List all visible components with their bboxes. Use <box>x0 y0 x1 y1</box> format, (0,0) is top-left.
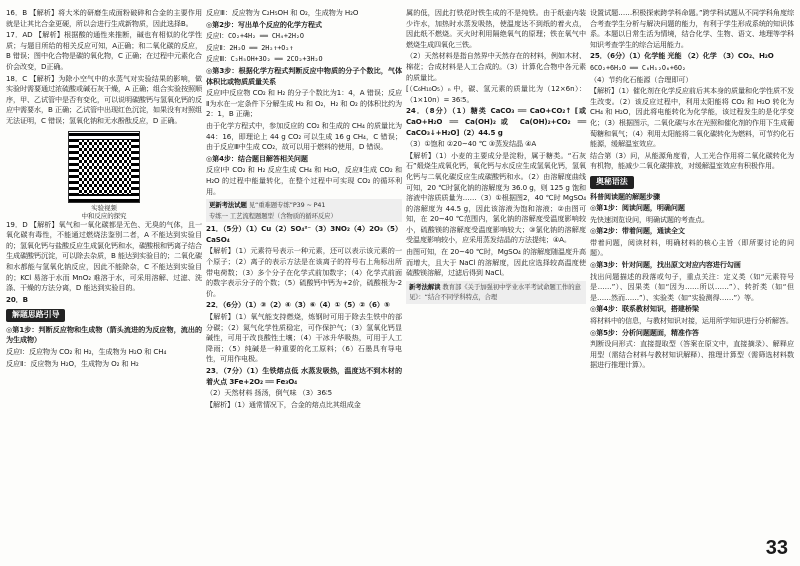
qr-caption <box>6 204 202 220</box>
analysis-2: 由于化学方程式中，参加反应的 CO₂ 和生成的 CH₄ 的质量比为 44：16，即理论上 44 g CO₂ 可以生成 16 g CH₄，C 错误；由于反应Ⅲ中生成 CO₂，故可以用于燃料的使用，D 错误。 <box>206 120 402 152</box>
answer-23-explain: 【解析】（1）通常情况下，合金的熔点比其组成金 <box>206 399 361 409</box>
new-exam-text: 教育部《关于加强初中学业水平考试命题工作的意见》：“结合不同学科特点，合理 <box>409 282 581 302</box>
page-number: 33 <box>765 537 788 559</box>
analysis-1: 反应Ⅰ中反应物 CO₂ 和 H₂ 的分子个数比为1：4，A 错误；反应Ⅱ为水在一定条件下分解生成 H₂ 和 O₂，H₂ 和 O₂ 的体积比约为 2：1，B 正确； <box>206 88 402 119</box>
step-4: ◎第4步：结合题目解答相关问题 <box>206 153 308 163</box>
answer-25-equation: 6CO₂+6H₂O ══ C₆H₁₂O₆+6O₂ <box>590 63 686 72</box>
guide-step-4: ◎第4步：联系教材知识，搭建桥梁 <box>590 304 699 314</box>
answer-23-explain-3: [（C₆H₁₀O₅）ₙ 中，碳、氢元素的质量比为（12×6n）：（1×10n）= 36∶5。 <box>406 84 586 104</box>
guide-step-2-text: 带着问题，阅读材料，明确材料的核心主旨（即所要讨论的问题）。 <box>590 237 794 258</box>
equation-1: 反应Ⅰ：CO₂+4H₂ ══ CH₄+2H₂O <box>206 32 304 41</box>
reaction-3-desc: 反应Ⅲ：反应物为 C₂H₅OH 和 O₂，生成物为 H₂O <box>206 8 359 17</box>
qr-caption-title: 实验视频 <box>91 203 117 212</box>
answer-23: 23．（7分）（1）生铁熔点低 水蒸发吸热，温度达不到木材的着火点 3Fe+2O₂ ══ Fe₃O₄ <box>206 366 402 386</box>
answer-24-b: （3）①饱和 ②20~40 ℃ ③蒸发结晶 ④A <box>406 139 537 149</box>
answer-16: 16．B 【解析】将大米的研磨生成面粉破碎和合金的主要作用就是让其比合金更硬，所以会进行生成新物质，因此选择B。 <box>6 8 202 28</box>
step-1: ◎第1步：判断反应物和生成物（箭头流进的为反应物，流出的为生成物） <box>6 324 202 345</box>
answer-22: 22．（6分）（1）③（2）④（3）⑥（4）①（5）②（6）⑤ <box>206 300 390 310</box>
column-1 <box>6 8 202 370</box>
answer-25-c: （4）节约化石能源（合理即可） <box>590 74 693 84</box>
answer-25: 25．（6分）（1）化学能 光能 （2）化学 （3）CO₂、H₂O <box>590 51 774 61</box>
guide-step-3-text: 找出问题描述的段落或句子，重点关注：定义类（如“元素符号是……”）、因果类（如“因为……所以……”）、转折类（如“但是……然而……”）、实验类（如“实验测得……”）等。 <box>590 271 794 302</box>
column-3 <box>406 8 586 306</box>
guide-step-5-text: 判断设问形式：直接提取型（答案在原文中，直接摘录）、解释应用型（需结合材料与教材知识解释）、推理计算型（需筛选材料数据进行推理计算）。 <box>590 339 794 370</box>
answer-23-explain-2: （2）天然材料是指自然界中天然存在的材料，例如木材、棉花；合成材料是人工合成的。（3）计算化合物中各元素的质量比。 <box>406 51 586 82</box>
answer-24: 24．（8分）（1）糖类 CaCO₃ ══ CaO+CO₂↑ [或 CaO+H₂O ══ Ca(OH)₂或 Ca(OH)₂+CO₂ ══ CaCO₃↓+H₂O]（2）44.5 g <box>406 106 586 137</box>
interdisciplinary-note: 设置试题……积极探索跨学科命题。”跨学科试题从不同学科角度综合考查学生分析与解决问题的能力，有利于学生形成系统的知识体系。本题以日常生活为情境，结合化学、生物、语文、地理等学科知识考查学生的综合运用能力。 <box>590 8 794 49</box>
reaction-2-desc: 反应Ⅱ：反应物为 H₂O，生成物为 O₂ 和 H₂ <box>6 358 139 368</box>
update-exam-ref: 见“重难题专练”P39 ~ P41 <box>248 201 326 210</box>
guide-step-2: ◎第2步：带着问题，通读全文 <box>590 226 685 236</box>
answer-24-explain: 【解析】（1）小麦的主要成分是淀粉，属于糖类。“石灰石”煅烧生成氧化钙，氧化钙与水反应生成氢氧化钙，氢氧化钙与二氧化碳反应生成碳酸钙和水。（2）由溶解度曲线可知，20 ℃时氯化钠的溶解度为 36.0 g，则 125 g 饱和溶液中溶质质量为……（3）①根据图2，40 ℃时 MgSO₄ 的溶解度为 44.5 g，因此该溶液为饱和溶液；②由图可知，在 20~40 ℃范围内，氯化钠的溶解度受温度影响较小，硫酸镁的溶解度受温度影响较大；③氯化钠的溶解度受温度影响较小，应采用蒸发结晶的方法提纯；④A。 <box>406 150 586 245</box>
answer-21-explain: 【解析】（1）元素符号表示一种元素，还可以表示该元素的一个原子；（2）离子的表示方法是在该离子的符号右上角标出所带电荷数；（3）多个分子在化学式前加数字；（4）化学式前面的数字表示分子的个数；（5）硫酸钙中钙为+2价，硫酸根为-2价。 <box>206 246 402 298</box>
guide-step-1-text: 先快速浏览设问，明确试题的考查点。 <box>590 214 709 224</box>
update-exam-topic: 专练一 工艺流程题题型（含物质的循环反应） <box>209 211 337 220</box>
qr-code-image[interactable] <box>68 131 140 203</box>
step-3: ◎第3步：根据化学方程式判断反应中物质的分子个数比，气体体积比或物质质量关系 <box>206 65 402 86</box>
section-bar-thinking-guide: 解题思路引导 <box>6 309 65 322</box>
update-exam-note <box>206 199 402 222</box>
section-bar-method: 奥秘语法 <box>590 176 634 189</box>
column-2 <box>206 8 402 411</box>
column-4 <box>590 8 794 372</box>
answer-20: 20．B <box>6 294 28 304</box>
guide-title: 科普阅读题的解题步骤 <box>590 191 660 201</box>
analysis-3: 反应Ⅰ中 CO₂ 和 H₂ 反应生成 CH₄ 和 H₂O，反应Ⅱ生成 CO₂ 和 H₂O 的过程中能量转化，在整个过程中可实现 CO₂ 的循环利用。 <box>206 165 402 196</box>
equation-2: 反应Ⅱ：2H₂O ══ 2H₂↑+O₂↑ <box>206 43 294 52</box>
answer-22-explain: 【解析】（1）氧气能支持燃烧，炼钢时可用于除去生铁中的部分碳；（2）氮气化学性质稳定，可作保护气；（3）氢氧化钙显碱性，可用于改良酸性土壤；（4）干冰升华吸热，可用于人工降雨；（5）纯碱是一种重要的化工原料；（6）石墨具有导电性，可用作电极。 <box>206 312 402 364</box>
answer-25-explain-2: 结合第（3）问，从能源角度看，人工光合作用将二氧化碳转化为有机物，能减少二氧化碳排放，对缓解温室效应有积极作用。 <box>590 150 794 171</box>
guide-step-1: ◎第1步：阅读问题，明确问题 <box>590 203 685 213</box>
guide-step-5: ◎第5步：分析问题题面，精准作答 <box>590 327 699 337</box>
guide-step-3: ◎第3步：针对问题，找出原文对应内容进行勾画 <box>590 260 741 270</box>
equation-3: 反应Ⅲ：C₂H₅OH+3O₂ ══ 2CO₂+3H₂O <box>206 55 323 64</box>
guide-step-4-text: 将材料中的信息，与教材知识对接，运用所学知识进行分析解答。 <box>590 316 793 326</box>
answer-23-b: （2）天然材料 扬汤，倒气味 （3）36∶5 <box>206 388 333 398</box>
update-exam-label: 更新考法试题 <box>209 201 247 210</box>
step-2: ◎第2步：写出单个反应的化学方程式 <box>206 19 322 29</box>
answer-19: 19．D 【解析】氧气和一氧化碳都是无色、无臭的气体，且一氧化碳有毒性，不能通过燃烧法鉴别二者，A 不能达到实验目的；氢氧化钙与盐酸反应生成氯化钙和水，碳酸根和钙离子结合生成碳酸钙沉淀，可以除去杂质，B 能达到实验目的；二氧化碳和水都能与氢氧化钠反应，因此不能除杂，C 不能达到实验目的；KCl 易溶于水而 MnO₂ 难溶于水，可采用溶解、过滤、洗涤、干燥的方法分离，D 能达到实验目的。 <box>6 219 202 293</box>
answer-25-explain: 【解析】（1）催化剂在化学反应前后其本身的质量和化学性质不发生改变。（2）该反应过程中，利用太阳能将 CO₂ 和 H₂O 转化为 CH₄ 和 H₂O，因此将电能转化为化学能，该过程发生的是化学变化；（3）根据图示，二氧化碳与水在光照和催化剂的作用下生成葡萄糖和氧气；（4）利用太阳能将二氧化碳转化为燃料，可节约化石能源，缓解温室效应。 <box>590 86 794 149</box>
answer-17: 17．AD 【解析】根据酸的通性来推断，碱也有相似的化学性质；与题目所给的相关反应可知，A正确；和二氧化碳的反应，B 错误；图中化合物是碳的氧化物，C 正确；在过程中元素化合价会改变，D正确。 <box>6 30 202 71</box>
answer-21: 21．（5分）（1）Cu（2）SO₄²⁻（3）3NO₂（4）2O₃（5）CaSO₄ <box>206 224 402 244</box>
qr-caption-subtitle: 中和反应的探究 <box>81 211 127 220</box>
answer-23-explain-cont: 属的低，因此打铁花时铁生成的不是纯铁。由于纸壶内装少许水，加热时水蒸发吸热，使温度达不到纸的着火点，因此纸不燃烧。灭火时利用隔绝氧气的原理；铁在氧气中燃烧生成四氧化三铁。 <box>406 8 586 49</box>
new-exam-label: 新考法解读 <box>409 282 441 291</box>
new-exam-interpretation <box>406 281 586 304</box>
reaction-1-desc: 反应Ⅰ：反应物为 CO₂ 和 H₂，生成物为 H₂O 和 CH₄ <box>6 347 167 357</box>
answer-24-explain-2: 由图可知，在 20~40 ℃时，MgSO₄ 的溶解度随温度升高而增大，且大于 NaCl 的溶解度，因此应选择较高温度使硫酸镁溶解，过滤后得到 NaCl。 <box>406 247 586 278</box>
answer-18: 18．C 【解析】为除小空气中的水蒸气对实验结果的影响，做实验时需要通过浓硫酸或碱石灰干燥，A 正确；组合实验按照顺序，甲、乙试管中是否有变化，可以说明碳酸钙与氢氧化钙的反应中需要水，B 正确；乙试管中出现红色沉淀，如果没有对照组无法证明，C 错误；氢氧化钠和无水酚酞反应，D 正确。 <box>6 73 202 125</box>
